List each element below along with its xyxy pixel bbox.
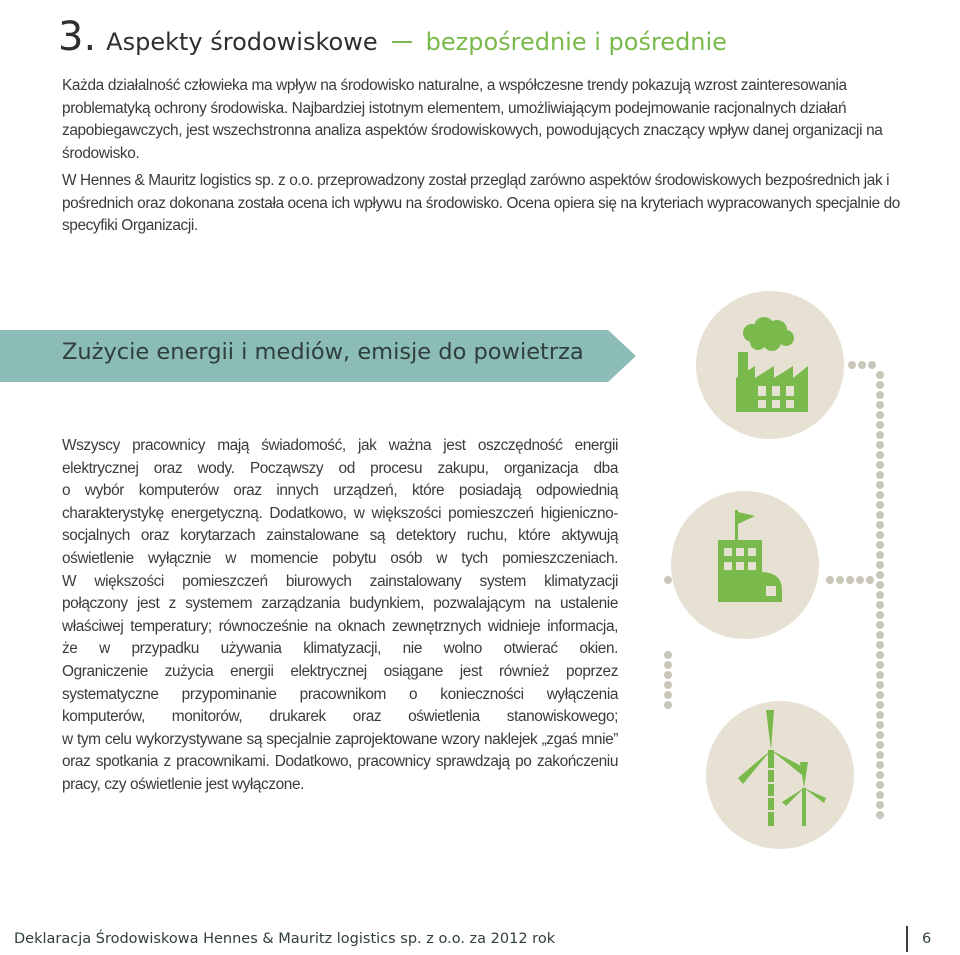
body-line: że w przypadku używania klimatyzacji, nie wolno otwierać okien.: [62, 640, 618, 658]
body-line: komputerów, monitorów, drukarek oraz oświetlenia stanowiskowego;: [62, 708, 618, 726]
section-banner-title: Zużycie energii i mediów, emisje do powietrza: [62, 339, 584, 365]
body-line: socjalnych oraz korytarzach zainstalowane są detektory ruchu, które aktywują: [62, 527, 618, 545]
connector-dot: [876, 421, 884, 429]
connector-dot: [846, 576, 854, 584]
connector-dot: [876, 451, 884, 459]
body-line: charakterystykę energetyczną. Dodatkowo, w większości pomieszczeń higieniczno-: [62, 504, 618, 522]
connector-dot: [876, 651, 884, 659]
section-body: [62, 435, 618, 797]
connector-dot: [876, 631, 884, 639]
body-line: pracy, czy oświetlenie jest wyłączone.: [62, 775, 304, 793]
page-heading: [58, 14, 938, 64]
body-line: oraz spotkania z pracownikami. Dodatkowo, pracownicy sprawdzają po zakończeniu: [62, 753, 618, 771]
connector-dot: [876, 441, 884, 449]
body-line: elektrycznej oraz wody. Począwszy od procesu zakupu, organizacja dba: [62, 459, 618, 477]
connector-dot: [876, 581, 884, 589]
connector-dot: [664, 681, 672, 689]
connector-dot: [664, 661, 672, 669]
connector-dot: [876, 601, 884, 609]
connector-dot: [876, 801, 884, 809]
body-line: Ograniczenie zużycia energii elektrycznej osiągane jest również poprzez: [62, 662, 618, 680]
connector-dot: [868, 361, 876, 369]
connector-dot: [876, 711, 884, 719]
connector-dot: [664, 576, 672, 584]
wind-turbines-icon: [706, 701, 854, 849]
connector-dot: [664, 671, 672, 679]
connector-dot: [836, 576, 844, 584]
page-separator: [906, 926, 908, 952]
body-line: Wszyscy pracownicy mają świadomość, jak ważna jest oszczędność energii: [62, 437, 618, 454]
connector-dot: [876, 411, 884, 419]
page-number: 6: [922, 931, 932, 947]
connector-dot: [876, 521, 884, 529]
connector-dot: [664, 691, 672, 699]
body-line: oświetlenie wyłącznie w momencie pobytu osób w tych pomieszczeniach.: [62, 549, 618, 567]
environment-illustration: [640, 290, 960, 850]
connector-dot: [858, 361, 866, 369]
connector-dot: [876, 731, 884, 739]
connector-dot: [876, 611, 884, 619]
connector-dot: [876, 461, 884, 469]
connector-dot: [876, 661, 884, 669]
connector-dot: [876, 751, 884, 759]
connector-dot: [876, 761, 884, 769]
body-line: właściwej temperatury; równocześnie na oknach zewnętrznych widnieje informacja,: [62, 617, 618, 635]
connector-dot: [876, 551, 884, 559]
connector-dot: [876, 671, 884, 679]
connector-dot: [876, 591, 884, 599]
green-building-icon: [671, 491, 819, 639]
section-number: 3.: [58, 14, 97, 60]
connector-dot: [876, 511, 884, 519]
connector-dot: [664, 701, 672, 709]
body-line: systematyczne przypominanie pracownikom o konieczności wyłączenia: [62, 685, 618, 703]
connector-dot: [876, 781, 884, 789]
connector-dot: [876, 571, 884, 579]
section-title: Aspekty środowiskowe: [106, 28, 378, 56]
connector-dot: [876, 791, 884, 799]
connector-dot: [664, 651, 672, 659]
connector-dot: [876, 391, 884, 399]
connector-dot: [876, 501, 884, 509]
connector-dot: [876, 561, 884, 569]
connector-dot: [876, 741, 884, 749]
factory-icon: [696, 291, 844, 439]
connector-dot: [876, 471, 884, 479]
connector-dot: [848, 361, 856, 369]
connector-dot: [876, 701, 884, 709]
body-line: W większości pomieszczeń biurowych zainstalowany system klimatyzacji: [62, 572, 618, 590]
connector-dot: [876, 721, 884, 729]
connector-dot: [876, 771, 884, 779]
connector-dot: [876, 401, 884, 409]
connector-dot: [826, 576, 834, 584]
connector-dot: [876, 531, 884, 539]
connector-dot: [876, 691, 884, 699]
connector-dot: [876, 641, 884, 649]
section-subtitle: bezpośrednie i pośrednie: [425, 28, 727, 56]
body-line: połączony jest z systemem zarządzania budynkiem, pozwalającym na ustalenie: [62, 595, 618, 613]
intro-paragraph-2: W Hennes & Mauritz logistics sp. z o.o. przeprowadzony został przegląd zarówno aspektów środowiskowych bezpośrednich jak i pośrednich oraz dokonana została ocena ich wpływu na środowisko. Ocena opiera się na kryteriach wypracowanych specjalnie do specyfiki Organizacji.: [62, 172, 900, 234]
connector-dot: [856, 576, 864, 584]
connector-dot: [876, 811, 884, 819]
connector-dot: [876, 381, 884, 389]
connector-dot: [876, 621, 884, 629]
connector-dot: [866, 576, 874, 584]
connector-dot: [876, 431, 884, 439]
connector-dot: [876, 541, 884, 549]
body-line: o wybór komputerów oraz innych urządzeń, które posiadają odpowiednią: [62, 482, 618, 500]
connector-dot: [876, 481, 884, 489]
intro-paragraph-1: Każda działalność człowieka ma wpływ na środowisko naturalne, a współczesne trendy pokazują wzrost zainteresowania problematyką ochrony środowiska. Najbardziej istotnym elementem, umożliwiającym podejmowanie racjonalnych działań zapobiegawczych, jest wszechstronna analiza aspektów środowiskowych, powodujących znaczący wpływ danej organizacji na środowisko.: [62, 77, 883, 162]
body-line: w tym celu wykorzystywane są specjalnie zaprojektowane wzory naklejek „zgaś mnie”: [62, 730, 618, 748]
connector-dot: [876, 681, 884, 689]
connector-dot: [876, 491, 884, 499]
title-dash: [392, 41, 412, 43]
connector-dot: [876, 371, 884, 379]
footer-text: Deklaracja Środowiskowa Hennes & Mauritz logistics sp. z o.o. za 2012 rok: [14, 931, 556, 947]
